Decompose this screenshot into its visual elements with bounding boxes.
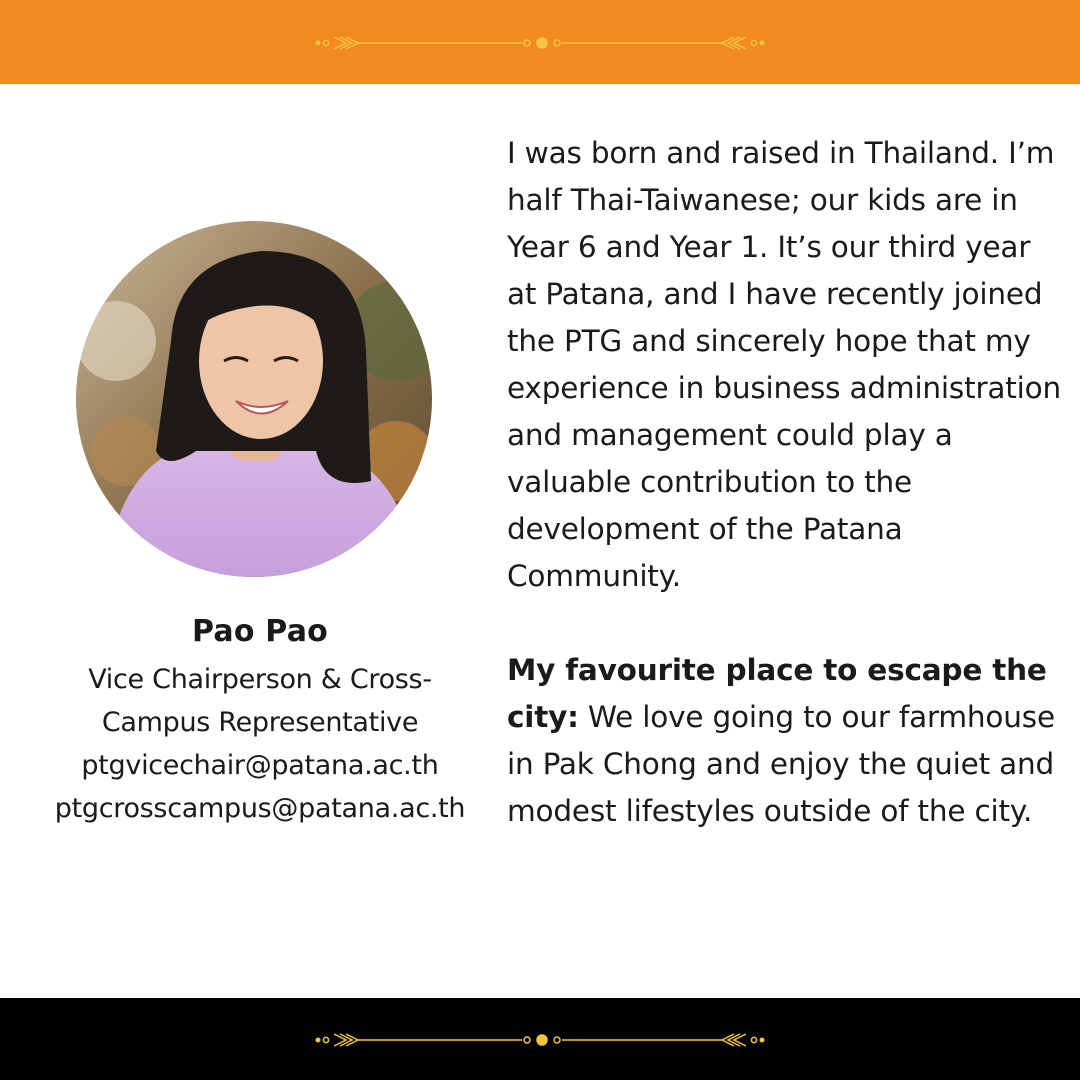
profile-email-cross-campus[interactable]: ptgcrosscampus@patana.ac.th: [54, 793, 466, 824]
ornament-divider-icon: [0, 0, 1080, 84]
bottom-banner: [0, 998, 1080, 1080]
bio-paragraph: I was born and raised in Thailand. I’m half Thai-Taiwanese; our kids are in Year 6 and Year 1. It’s our third year at Patana, and I have recently joined the PTG and sincerely hope that my experience in business administration and management could play a valuable contribution to the development of the Patana Community.: [507, 136, 1061, 593]
favourite-place-label: My favourite place to escape the city:: [507, 653, 1047, 734]
favourite-place-text: We love going to our farmhouse in Pak Chong and enjoy the quiet and modest lifestyles outside of the city.: [507, 700, 1055, 828]
profile-email-vice-chair[interactable]: ptgvicechair@patana.ac.th: [81, 750, 439, 781]
ornament-divider-icon: [0, 998, 1080, 1080]
profile-card: [20, 612, 500, 830]
profile-role-line-2: Campus Representative: [101, 707, 419, 738]
favourite-place-paragraph: [507, 647, 1062, 835]
top-banner: [0, 0, 1080, 84]
portrait-illustration: [76, 221, 432, 577]
bio-text: [507, 130, 1062, 835]
profile-photo: [76, 221, 432, 577]
profile-role-line-1: Vice Chairperson & Cross-: [88, 664, 432, 695]
profile-name: Pao Pao: [192, 614, 328, 649]
